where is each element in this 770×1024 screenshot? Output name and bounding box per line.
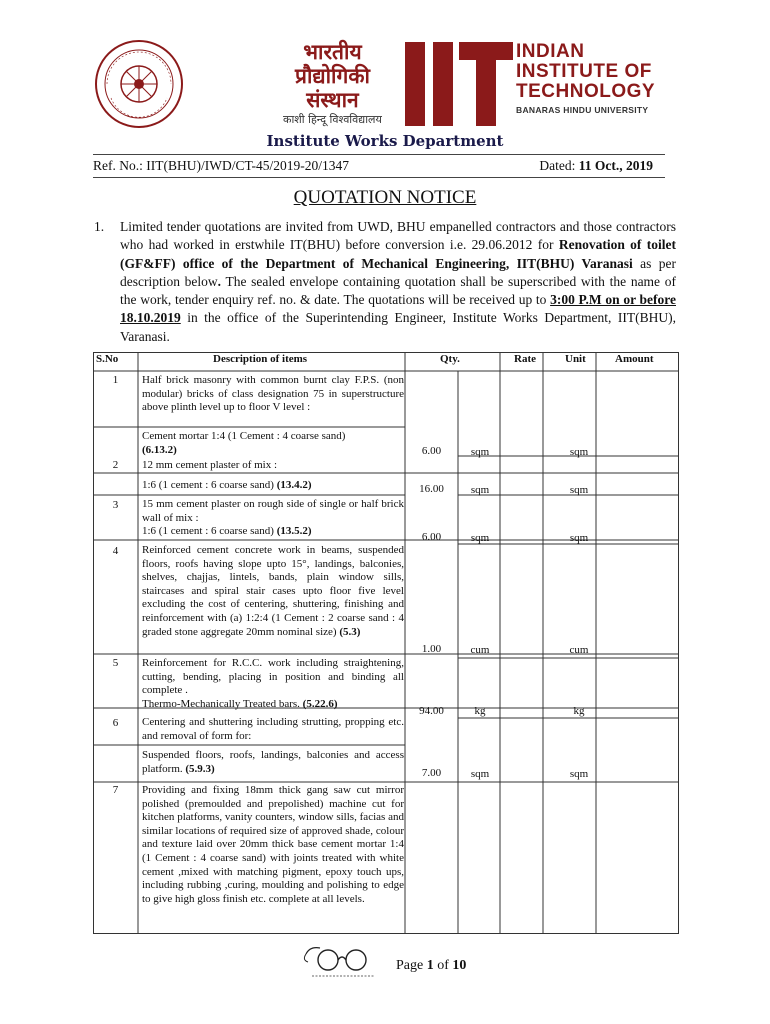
row-6-sno: 6 <box>112 717 119 729</box>
row-1-unit: sqm <box>470 446 490 458</box>
row-5-description-2 <box>142 698 404 712</box>
header-qty: Qty. <box>440 353 460 365</box>
para-text-2: as per description below <box>120 255 676 289</box>
para-bold-dot: . <box>217 273 222 289</box>
department-name: Institute Works Department <box>266 132 504 150</box>
row-2-unit: sqm <box>470 484 490 496</box>
header-divider <box>93 154 665 155</box>
paragraph-text <box>120 218 676 346</box>
row-1-description-2 <box>142 430 404 457</box>
row-5-unit: kg <box>474 705 486 717</box>
row-4-sno: 4 <box>112 545 119 557</box>
row-4-code: (5.3) <box>339 625 361 638</box>
iit-logo-icon <box>405 42 513 126</box>
para-text-1: Limited tender quotations are invited from UWD, BHU empanelled contractors and those contractors who had worked in erstwhile IT(BHU) before conversion i.e. 29.06.2012 for <box>120 219 676 253</box>
row-6-unit: sqm <box>470 768 490 780</box>
row-4-unit-2: cum <box>569 644 589 656</box>
row-6-description: Centering and shuttering including strutting, propping etc. and removal of form for: <box>142 716 404 742</box>
row-2-code: (13.4.2) <box>276 479 312 491</box>
name-line-2: INSTITUTE OF <box>516 61 652 82</box>
row-3-unit-2: sqm <box>569 532 589 544</box>
row-2-sno: 2 <box>112 459 119 471</box>
row-4-unit: cum <box>470 644 490 656</box>
row-6-code: (5.9.3) <box>185 762 215 775</box>
row-3-unit: sqm <box>470 532 490 544</box>
row-1-unit-2: sqm <box>569 446 589 458</box>
reference-divider <box>93 177 665 178</box>
para-text-4: in the office of the Superintending Engineer, Institute Works Department, IIT(BHU), Varanasi. <box>120 310 676 344</box>
date <box>539 158 653 174</box>
name-line-1: INDIAN <box>516 41 585 62</box>
row-3-sno: 3 <box>112 499 119 511</box>
dated-label: Dated: <box>539 158 576 173</box>
paragraph-number: 1. <box>94 219 105 234</box>
hindi-subtitle: काशी हिन्दू विश्वविद्यालय <box>283 113 382 126</box>
row-6-description-2 <box>142 749 404 776</box>
reference-number: Ref. No.: IIT(BHU)/IWD/CT-45/2019-20/1347 <box>93 158 349 173</box>
para-text-3: The sealed envelope containing quotation shall be superscribed with the name of the work, tender enquiry ref. no. & date. The quotations will be received up to <box>120 273 676 308</box>
page-total: 10 <box>452 958 467 973</box>
row-5-qty: 94.00 <box>419 705 444 717</box>
row-5-sno: 5 <box>112 657 119 669</box>
institute-name <box>516 42 655 115</box>
notice-title: QUOTATION NOTICE <box>293 187 477 208</box>
header-amount: Amount <box>615 353 654 365</box>
row-1-qty: 6.00 <box>421 445 442 457</box>
page-mid: of <box>433 958 453 973</box>
row-2-desc2: 1:6 (1 cement : 6 coarse sand) <box>142 479 274 491</box>
hindi-line-3: संस्थान <box>306 88 359 112</box>
row-3-desc2: 1:6 (1 cement : 6 coarse sand) <box>142 525 274 537</box>
deadline: 3:00 P.M on or before 18.10.2019 <box>120 292 676 326</box>
header-rate: Rate <box>514 353 536 365</box>
row-5-unit-2: kg <box>573 705 585 717</box>
page-current: 1 <box>426 958 434 973</box>
letterhead <box>93 38 683 130</box>
page-prefix: Page <box>396 958 427 973</box>
row-3-description-2 <box>142 525 404 539</box>
row-6-desc2: Suspended floors, roofs, landings, balconies and access platform. <box>142 749 404 775</box>
row-5-code: (5.22.6) <box>302 698 338 710</box>
row-6-unit-2: sqm <box>569 768 589 780</box>
hindi-name <box>283 40 382 128</box>
work-name: Renovation of toilet (GF&FF) office of the Department of Mechanical Engineering, IIT(BHU) Varanasi <box>120 237 676 271</box>
row-3-qty: 6.00 <box>421 531 442 543</box>
name-line-3: TECHNOLOGY <box>516 81 656 102</box>
row-4-qty: 1.00 <box>421 643 442 655</box>
row-7-sno: 7 <box>112 784 119 796</box>
row-2-unit-2: sqm <box>569 484 589 496</box>
hindi-line-1: भारतीय <box>303 40 362 64</box>
row-1-code: (6.13.2) <box>142 443 177 456</box>
row-6-qty: 7.00 <box>421 767 442 779</box>
dated-value: 11 Oct., 2019 <box>578 158 653 173</box>
header-unit: Unit <box>565 353 586 365</box>
header-description: Description of items <box>213 353 308 365</box>
swachh-bharat-logo-icon <box>298 946 388 982</box>
university-name: BANARAS HINDU UNIVERSITY <box>516 105 649 115</box>
row-1-desc2: Cement mortar 1:4 (1 Cement : 4 coarse sand) <box>142 430 346 442</box>
row-1-sno: 1 <box>112 374 119 386</box>
row-3-code: (13.5.2) <box>276 525 312 537</box>
page-number <box>396 958 466 974</box>
institute-seal-icon <box>93 38 185 130</box>
row-2-description: 12 mm cement plaster of mix : <box>142 459 278 471</box>
row-5-desc2: Thermo-Mechanically Treated bars. <box>142 698 300 710</box>
row-4-desc: Reinforced cement concrete work in beams, suspended floors, roofs having slope upto 15°, landings, balconies, shelves, chajjas, lintels, bands, plain window sills, staircases and spiral stair cases upto floor five level excluding the cost of centering, shuttering, finishing and reinforcement with (a) 1:2:4 (1 Cement : 2 coarse sand : 4 graded stone aggregate 20mm nominal size) <box>142 544 404 638</box>
row-4-description <box>142 544 404 639</box>
row-1-description: Half brick masonry with common burnt clay F.P.S. (non modular) bricks of class designation 75 in superstructure above plinth level up to floor V level : <box>142 374 404 414</box>
row-3-description: 15 mm cement plaster on rough side of single or half brick wall of mix : <box>142 498 404 524</box>
hindi-line-2: प्रौद्योगिकी <box>295 64 370 88</box>
row-2-qty: 16.00 <box>419 483 444 495</box>
row-7-description: Providing and fixing 18mm thick gang saw cut mirror polished (premoulded and prepolished) machine cut for kitchen platforms, vanity counters, window sills, facias and similar locations of required size of approved shade, colour and texture laid over 20mm thick base cement mortar 1:4 (1 Cement : 4 coarse sand) with joints treated with white cement ,mixed with matching pigment, epoxy touch ups, including rubbing ,curing, moulding and polishing to edge to give high gloss finish etc. complete at all levels. <box>142 784 404 905</box>
row-2-description-2 <box>142 479 404 493</box>
row-5-description: Reinforcement for R.C.C. work including straightening, cutting, bending, placing in position and binding all complete . <box>142 657 404 697</box>
header-sno: S.No <box>96 353 119 365</box>
